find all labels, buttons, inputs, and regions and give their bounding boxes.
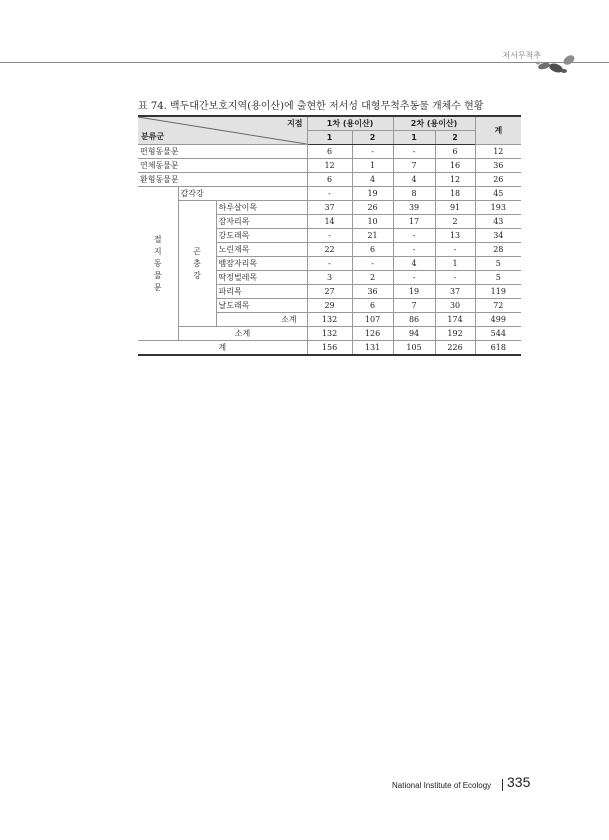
cell: 30 — [435, 299, 475, 313]
cell: 8 — [393, 187, 435, 201]
cell: 36 — [475, 159, 521, 173]
cell: 16 — [435, 159, 475, 173]
sub-header: 2 — [435, 131, 475, 145]
phylum-label-arthropoda: 절 지 동 물 문 — [138, 187, 178, 341]
row-label: 연체동물문 — [138, 159, 307, 173]
table-caption: 표 74. 백두대간보호지역(용이산)에 출현한 저서성 대형무척추동물 개체수 현황 — [138, 101, 484, 112]
cell: 192 — [435, 327, 475, 341]
row-label: 갑각강 — [178, 187, 307, 201]
arthropod-subtotal-row — [138, 327, 521, 341]
cell: 21 — [352, 229, 393, 243]
cell: 193 — [475, 201, 521, 215]
cell: 2 — [435, 215, 475, 229]
cell: 18 — [435, 187, 475, 201]
diagonal-header-cell — [138, 116, 307, 145]
class-label-insecta: 곤 충 강 — [178, 201, 216, 327]
cell: 39 — [393, 201, 435, 215]
cell: 26 — [352, 201, 393, 215]
cell: 6 — [352, 299, 393, 313]
cell: 132 — [307, 327, 352, 341]
abundance-table — [138, 115, 521, 356]
cell: 37 — [307, 201, 352, 215]
table-row — [138, 201, 521, 215]
table-row — [138, 187, 521, 201]
cell: 6 — [307, 173, 352, 187]
cell: 94 — [393, 327, 435, 341]
cell: 22 — [307, 243, 352, 257]
cell: 7 — [393, 159, 435, 173]
cell: - — [307, 257, 352, 271]
table-row — [138, 173, 521, 187]
cell: 1 — [352, 159, 393, 173]
cell: 37 — [435, 285, 475, 299]
corner-label-taxon: 분류군 — [141, 132, 165, 141]
cell: 1 — [435, 257, 475, 271]
cell: 132 — [307, 313, 352, 327]
cell: 6 — [307, 145, 352, 159]
row-label: 날도래목 — [216, 299, 307, 313]
cell: 12 — [435, 173, 475, 187]
cell: 618 — [475, 341, 521, 356]
row-label: 소계 — [178, 327, 307, 341]
cell: 34 — [475, 229, 521, 243]
cell: - — [352, 257, 393, 271]
cell: 86 — [393, 313, 435, 327]
cell: - — [393, 145, 435, 159]
row-label: 계 — [138, 341, 307, 356]
cell: - — [307, 187, 352, 201]
table-row — [138, 145, 521, 159]
row-label: 딱정벌레목 — [216, 271, 307, 285]
cell: 12 — [307, 159, 352, 173]
group-header-1: 1차 (용이산) — [307, 116, 393, 131]
cell: 4 — [352, 173, 393, 187]
row-label: 편형동물문 — [138, 145, 307, 159]
cell: - — [352, 145, 393, 159]
cell: 7 — [393, 299, 435, 313]
cell: 2 — [352, 271, 393, 285]
row-label: 하루살이목 — [216, 201, 307, 215]
sub-header: 1 — [393, 131, 435, 145]
total-header: 계 — [475, 116, 521, 145]
corner-label-site: 지점 — [287, 119, 303, 128]
row-label: 파리목 — [216, 285, 307, 299]
cell: 36 — [352, 285, 393, 299]
cell: 12 — [475, 145, 521, 159]
cell: - — [393, 271, 435, 285]
cell: 4 — [393, 173, 435, 187]
cell: 174 — [435, 313, 475, 327]
cell: 17 — [393, 215, 435, 229]
row-label: 뱀잠자리목 — [216, 257, 307, 271]
cell: 19 — [393, 285, 435, 299]
row-label: 소계 — [216, 313, 307, 327]
cell: 28 — [475, 243, 521, 257]
cell: 19 — [352, 187, 393, 201]
footer-organization: National Institute of Ecology — [392, 781, 492, 790]
group-header-2: 2차 (용이산) — [393, 116, 475, 131]
cell: 226 — [435, 341, 475, 356]
page-number: 335 — [507, 774, 531, 790]
cell: 499 — [475, 313, 521, 327]
header-rule — [0, 62, 609, 63]
cell: - — [435, 243, 475, 257]
cell: 26 — [475, 173, 521, 187]
cell: - — [393, 243, 435, 257]
cell: - — [393, 229, 435, 243]
cell: 14 — [307, 215, 352, 229]
row-label: 노린재목 — [216, 243, 307, 257]
cell: 107 — [352, 313, 393, 327]
row-label: 잠자리목 — [216, 215, 307, 229]
cell: 126 — [352, 327, 393, 341]
cell: 27 — [307, 285, 352, 299]
cell: 105 — [393, 341, 435, 356]
cell: 156 — [307, 341, 352, 356]
leaf-ornament-icon — [532, 50, 592, 78]
sub-header: 2 — [352, 131, 393, 145]
footer-divider — [502, 779, 503, 791]
cell: - — [307, 229, 352, 243]
cell: 29 — [307, 299, 352, 313]
cell: 45 — [475, 187, 521, 201]
grand-total-row — [138, 341, 521, 356]
table-row — [138, 159, 521, 173]
section-title: 저서무척추 — [502, 51, 541, 60]
cell: 3 — [307, 271, 352, 285]
cell: 4 — [393, 257, 435, 271]
sub-header: 1 — [307, 131, 352, 145]
cell: 13 — [435, 229, 475, 243]
cell: 10 — [352, 215, 393, 229]
cell: - — [435, 271, 475, 285]
cell: 72 — [475, 299, 521, 313]
header-row-groups — [138, 116, 521, 131]
cell: 5 — [475, 271, 521, 285]
cell: 6 — [352, 243, 393, 257]
cell: 544 — [475, 327, 521, 341]
cell: 5 — [475, 257, 521, 271]
cell: 119 — [475, 285, 521, 299]
row-label: 강도래목 — [216, 229, 307, 243]
row-label: 환형동물문 — [138, 173, 307, 187]
cell: 131 — [352, 341, 393, 356]
cell: 43 — [475, 215, 521, 229]
cell: 91 — [435, 201, 475, 215]
cell: 6 — [435, 145, 475, 159]
